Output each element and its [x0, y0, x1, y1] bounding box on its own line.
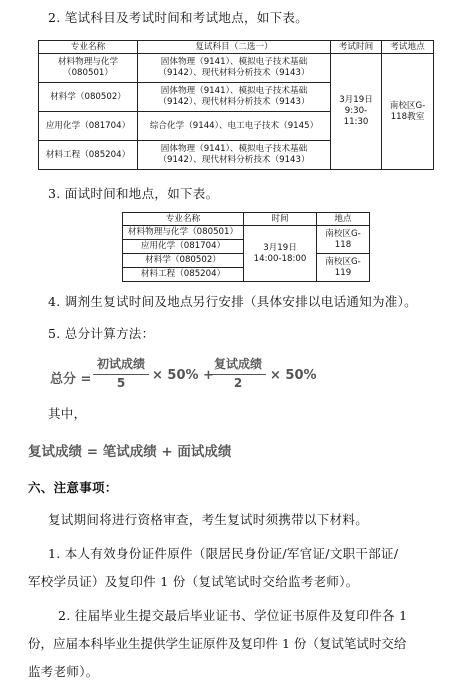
col-header-time: 时间: [244, 213, 317, 226]
col-header-time: 考试时间: [331, 41, 382, 54]
section3-heading: 3. 面试时间和地点，如下表。: [48, 186, 219, 201]
table-row: [123, 226, 370, 240]
col-header-subjects: 复试科目（二选一）: [138, 41, 331, 54]
table-row: [39, 54, 434, 83]
subjects-cell: 固体物理（9141）、模拟电子技术基础 （9142）、现代材料分析技术（9143）: [138, 54, 331, 83]
fraction-denominator: 2: [233, 376, 243, 390]
major-cell: 应用化学（081704）: [123, 240, 244, 254]
col-header-major: 专业名称: [123, 213, 244, 226]
subjects-cell: 综合化学（9144）、电工电子技术（9145）: [138, 112, 331, 141]
note-item-1-line1: 1. 本人有效身份证件原件（限居民身份证/军官证/文职干部证/: [48, 546, 399, 561]
note-item-2-line3: 监考老师）。: [28, 664, 99, 679]
formula-mid: × 50% +: [152, 368, 214, 383]
note-item-1-line2: 军校学员证）及复印件 1 份（复试笔试时交给监考老师）。: [28, 574, 359, 589]
note-item-2-line1: 2. 往届毕业生提交最后毕业证书、学位证书原件及复印件各 1: [58, 608, 408, 623]
section4-text: 4. 调剂生复试时间及地点另行安排（具体安排以电话通知为准）。: [48, 294, 417, 309]
fraction-numerator: 复试成绩: [210, 355, 266, 375]
table-header-row: [123, 213, 370, 226]
major-cell: 应用化学（081704）: [39, 112, 138, 141]
fraction-retest-score: [210, 355, 266, 390]
written-exam-table: [38, 40, 434, 170]
section2-heading: 2. 笔试科目及考试时间和考试地点，如下表。: [48, 10, 309, 25]
major-cell: 材料工程（085204）: [39, 141, 138, 170]
major-cell: 材料工程（085204）: [123, 268, 244, 282]
notes-intro: 复试期间将进行资格审查，考生复试时须携带以下材料。: [48, 512, 369, 527]
interview-place-cell: 南校区G- 118: [317, 226, 370, 254]
among-text: 其中，: [48, 406, 87, 421]
table-header-row: [39, 41, 434, 54]
major-cell: 材料物理与化学（080501）: [123, 226, 244, 240]
section5-heading: 5. 总分计算方法：: [48, 326, 155, 341]
formula-lhs: 总分 =: [50, 372, 92, 387]
fraction-numerator: 初试成绩: [93, 355, 149, 375]
exam-place-cell: 南校区G- 118教室: [382, 54, 434, 170]
section6-heading: 六、注意事项：: [28, 480, 118, 495]
major-cell: 材料学（080502）: [123, 254, 244, 268]
col-header-major: 专业名称: [39, 41, 138, 54]
formula-retest: 复试成绩 = 笔试成绩 + 面试成绩: [28, 444, 232, 460]
interview-place-cell: 南校区G- 119: [317, 254, 370, 282]
interview-time-cell: 3月19日 14:00-18:00: [244, 226, 317, 282]
col-header-place: 考试地点: [382, 41, 434, 54]
fraction-denominator: 5: [116, 376, 126, 390]
subjects-cell: 固体物理（9141）、模拟电子技术基础 （9142）、现代材料分析技术（9143）: [138, 141, 331, 170]
major-cell: 材料学（080502）: [39, 83, 138, 112]
exam-time-cell: 3月19日 9:30- 11:30: [331, 54, 382, 170]
subjects-cell: 固体物理（9141）、模拟电子技术基础 （9142）、现代材料分析技术（9143）: [138, 83, 331, 112]
interview-table: [122, 212, 370, 282]
major-cell: 材料物理与化学 （080501）: [39, 54, 138, 83]
formula-tail: × 50%: [270, 368, 317, 383]
col-header-place: 地点: [317, 213, 370, 226]
fraction-initial-score: [93, 355, 149, 390]
note-item-2-line2: 份，应届本科毕业生提供学生证原件及复印件 1 份（复试笔试时交给: [28, 636, 407, 651]
